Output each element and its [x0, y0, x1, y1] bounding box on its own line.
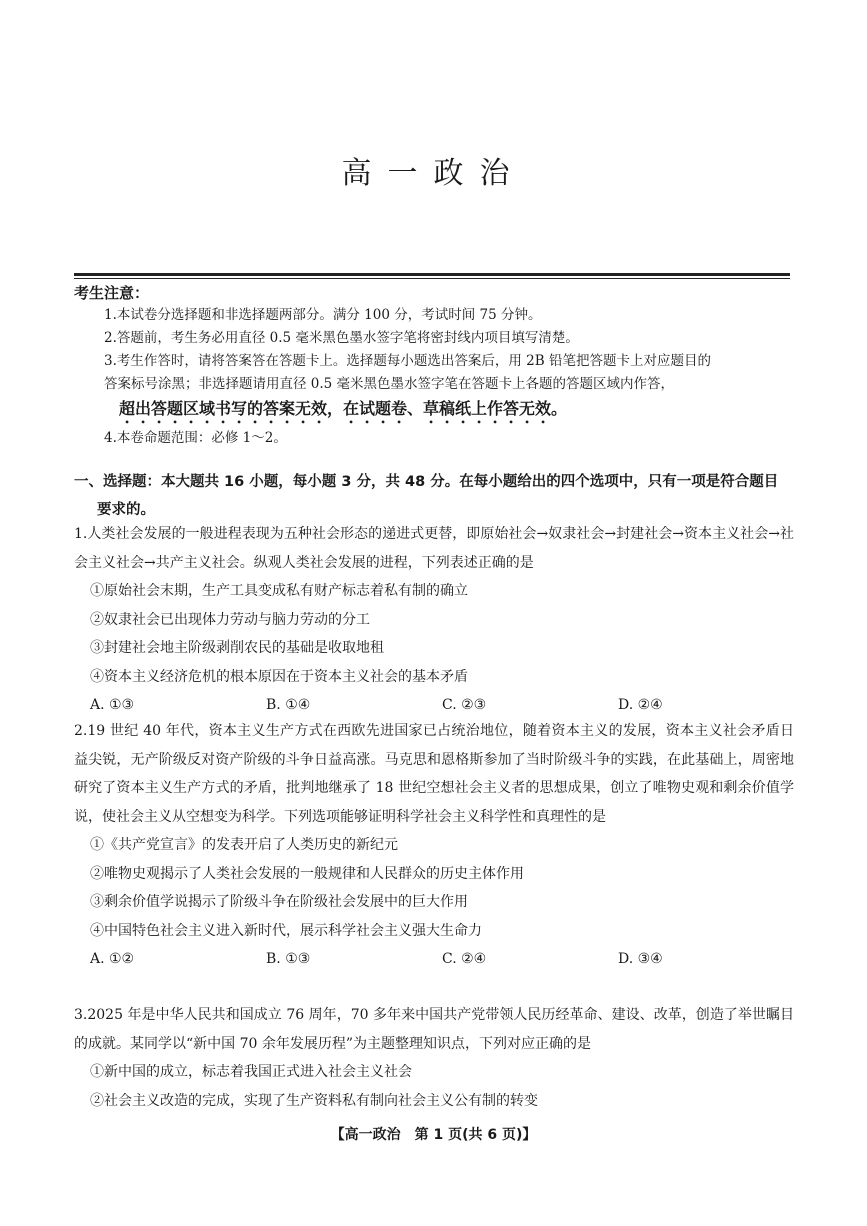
question-2 [74, 717, 794, 974]
question-option: ③封建社会地主阶级剥削农民的基础是收取地租 [90, 640, 384, 656]
section-heading [74, 468, 794, 524]
choice-a: A. ①② [90, 951, 135, 967]
answer-choices [74, 945, 794, 974]
choice-c: C. ②③ [442, 697, 487, 713]
notice-item-3-continued: 答案标号涂黑；非选择题请用直径 0.5 毫米黑色墨水签字笔在答题卡上各题的答题区域内作答， [104, 376, 675, 392]
page-title: 高一政治 [341, 156, 526, 191]
notice-emphasis: 超出答题区域书写的答案无效，在试题卷、草稿纸上作答无效。 [119, 399, 568, 418]
question-1 [74, 520, 794, 720]
choice-b: B. ①④ [266, 697, 311, 713]
question-stem: 3.2025 年是中华人民共和国成立 76 周年，70 多年来中国共产党带领人民历经革命、建设、改革，创造了举世瞩目的成就。某同学以“新中国 70 余年发展历程”为主题整理知识点，下列对应正确的是 [74, 1007, 794, 1052]
choice-c: C. ②④ [442, 951, 487, 967]
question-option: ①《共产党宣言》的发表开启了人类历史的新纪元 [90, 837, 398, 853]
candidate-notice [74, 282, 790, 450]
header-rule-thick [74, 273, 790, 276]
question-option: ③剩余价值学说揭示了阶级斗争在阶级社会发展中的巨大作用 [90, 894, 468, 910]
header-rule-thin [74, 278, 790, 279]
question-option: ②社会主义改造的完成，实现了生产资料私有制向社会主义公有制的转变 [90, 1092, 538, 1109]
answer-choices [74, 691, 794, 720]
notice-heading: 考生注意： [74, 284, 150, 302]
notice-item-3: 3.考生作答时，请将答案答在答题卡上。选择题每小题选出答案后，用 2B 铅笔把答题卡上对应题目的 [104, 353, 711, 369]
choice-a: A. ①③ [90, 697, 135, 713]
page-footer: 【高一政治 第 1 页(共 6 页)】 [330, 1127, 537, 1143]
question-stem: 2.19 世纪 40 年代，资本主义生产方式在西欧先进国家已占统治地位，随着资本主义的发展，资本主义社会矛盾日益尖锐，无产阶级反对资产阶级的斗争日益高涨。马克思和恩格斯参加了当时阶级斗争的实践，在此基础上，周密地研究了资本主义生产方式的矛盾，批判地继承了 18 世纪空想社会主义者的思想成果，创立了唯物史观和剩余价值学说，使社会主义从空想变为科学。下列选项能够证明科学社会主义科学性和真理性的是 [74, 723, 794, 825]
section-heading-line1: 一、选择题：本大题共 16 小题，每小题 3 分，共 48 分。在每小题给出的四个选项中，只有一项是符合题目 [74, 474, 779, 490]
choice-d: D. ②④ [618, 697, 663, 713]
notice-item-2: 2.答题前，考生务必用直径 0.5 毫米黑色墨水签字笔将密封线内项目填写清楚。 [104, 330, 579, 346]
question-3 [74, 1001, 794, 1115]
question-option: ①新中国的成立，标志着我国正式进入社会主义社会 [90, 1064, 412, 1080]
notice-item-1: 1.本试卷分选择题和非选择题两部分。满分 100 分，考试时间 75 分钟。 [104, 307, 542, 323]
question-option: ②奴隶社会已出现体力劳动与脑力劳动的分工 [90, 611, 370, 628]
question-option: ②唯物史观揭示了人类社会发展的一般规律和人民群众的历史主体作用 [90, 865, 524, 882]
question-option: ④中国特色社会主义进入新时代，展示科学社会主义强大生命力 [90, 922, 482, 939]
notice-item-4: 4.本卷命题范围：必修 1～2。 [104, 430, 287, 446]
question-option: ①原始社会末期，生产工具变成私有财产标志着私有制的确立 [90, 583, 468, 599]
question-option: ④资本主义经济危机的根本原因在于资本主义社会的基本矛盾 [90, 668, 468, 685]
choice-b: B. ①③ [266, 951, 311, 967]
section-heading-line2: 要求的。 [97, 502, 155, 518]
choice-d: D. ③④ [618, 951, 663, 967]
question-stem: 1.人类社会发展的一般进程表现为五种社会形态的递进式更替，即原始社会→奴隶社会→封建社会→资本主义社会→社会主义社会→共产主义社会。纵观人类社会发展的进程，下列表述正确的是 [74, 526, 794, 571]
